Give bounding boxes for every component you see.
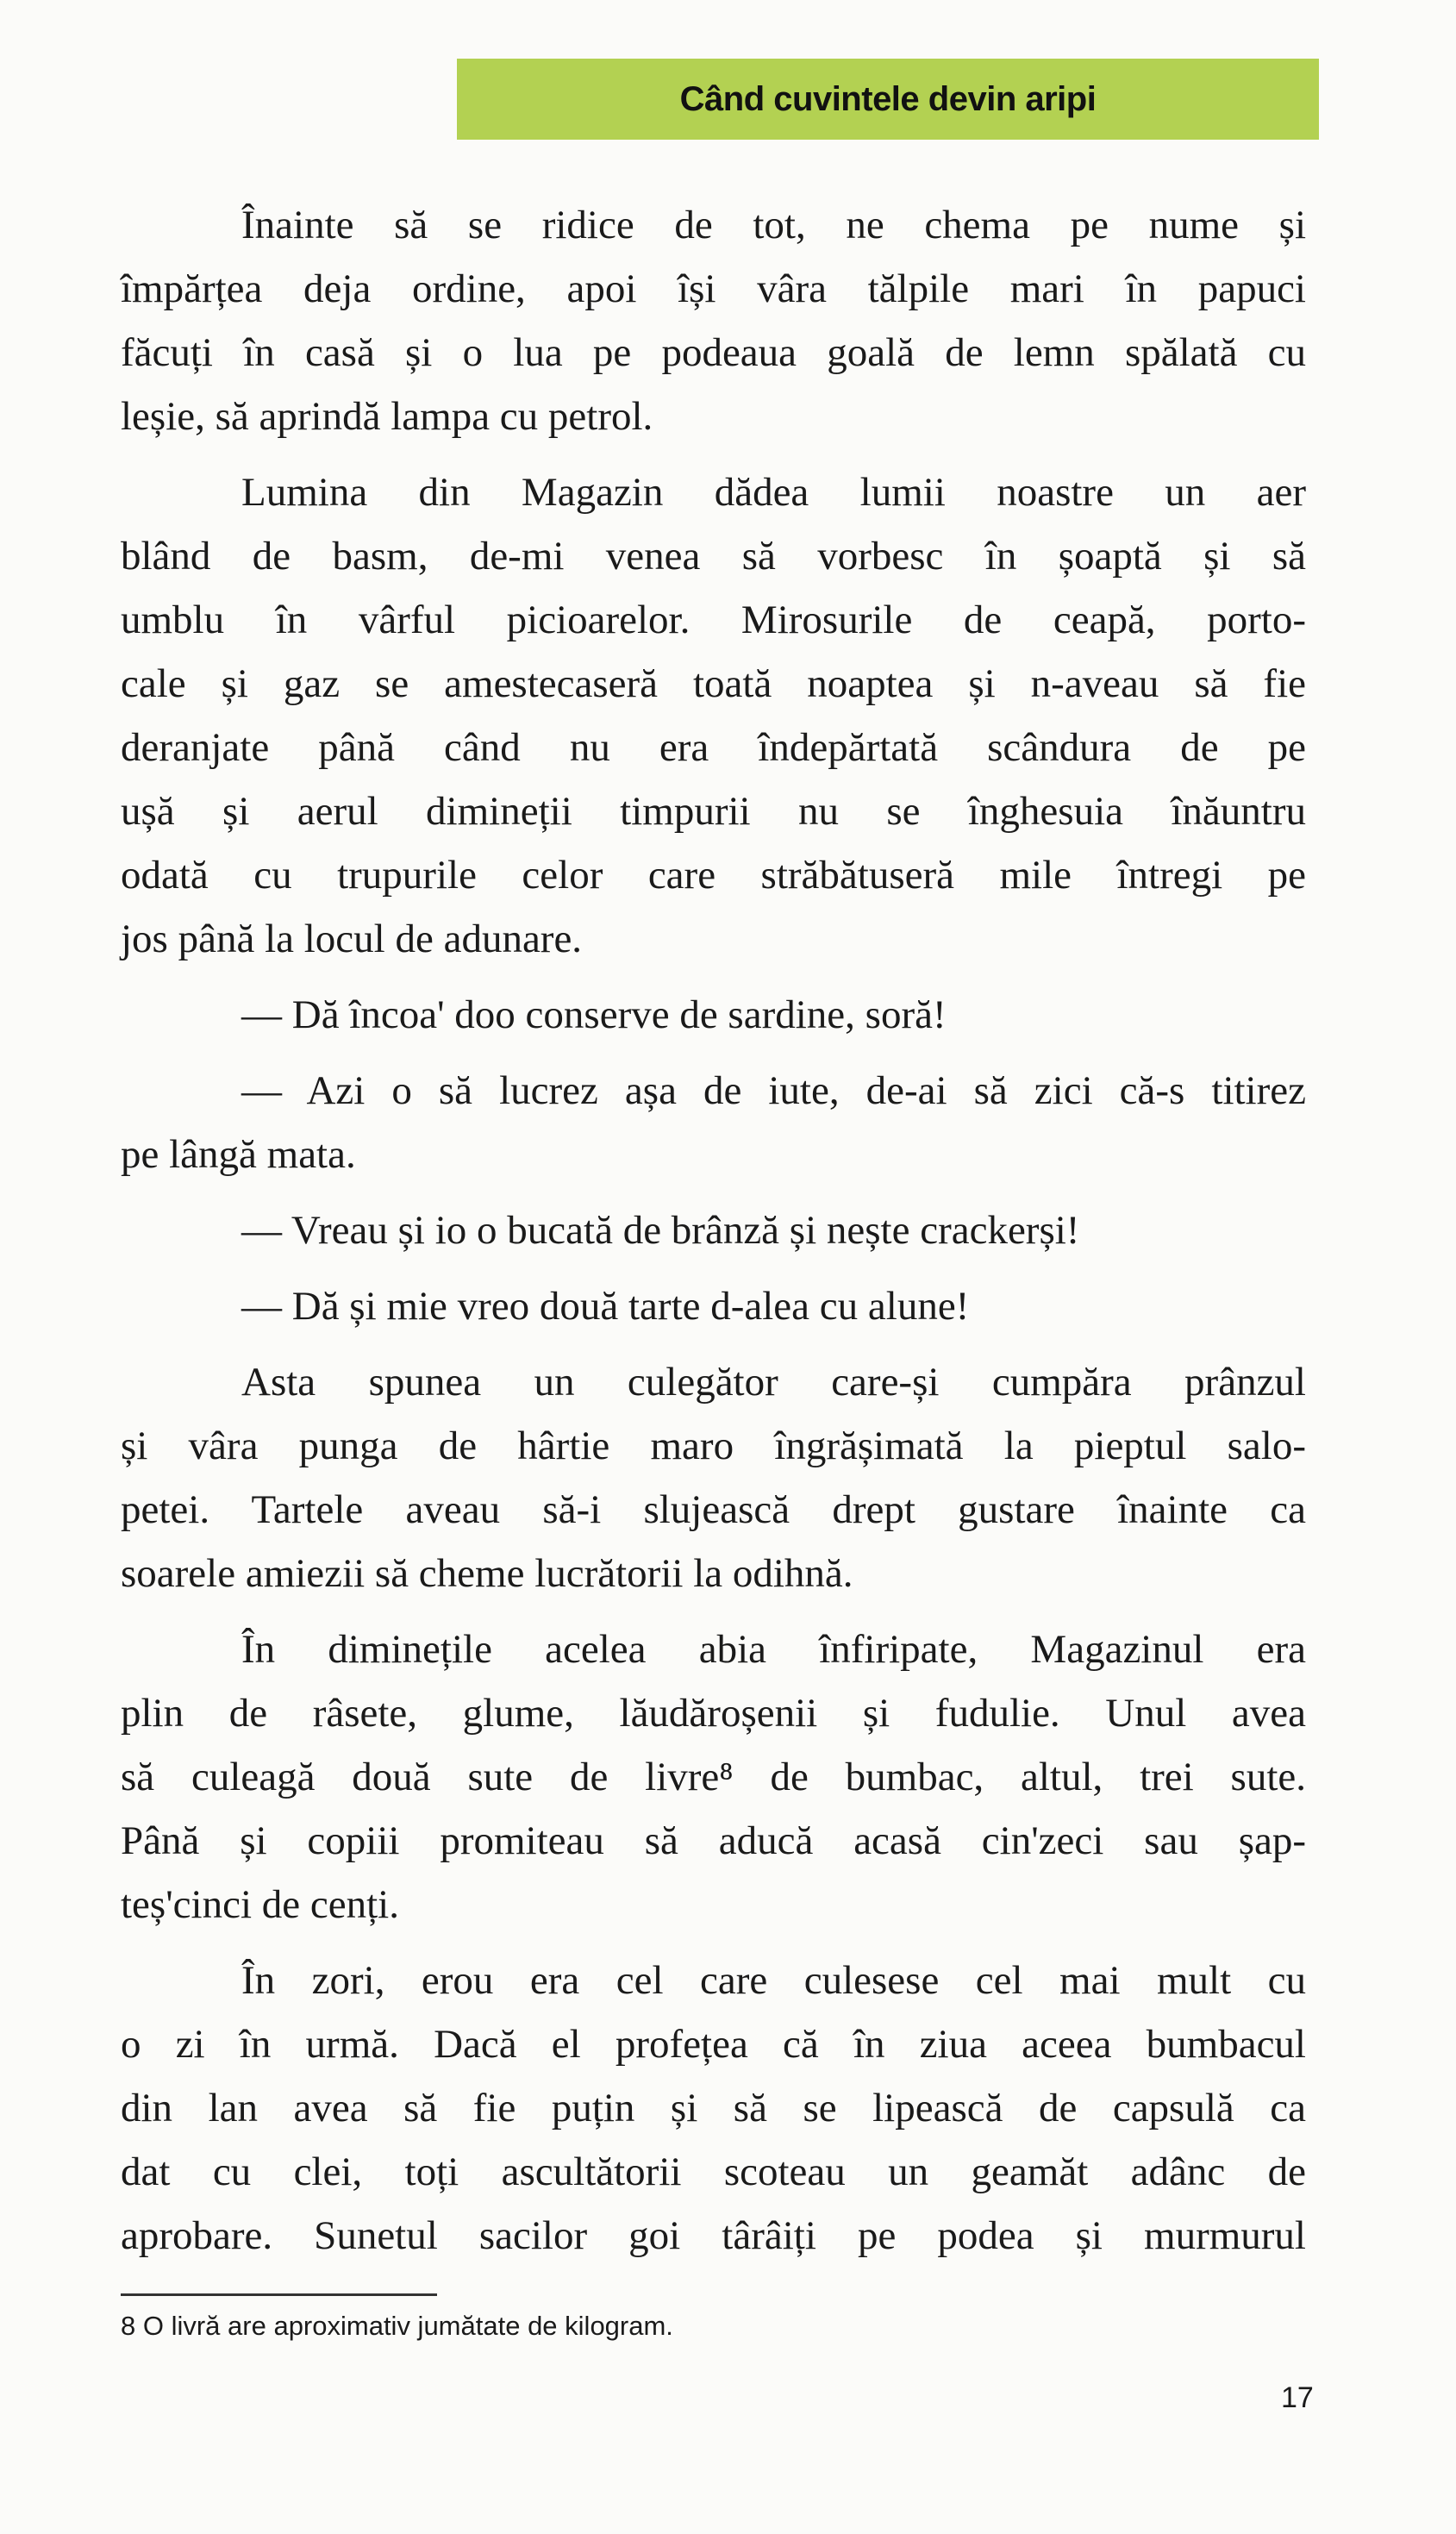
text-line: jos până la locul de adunare. xyxy=(121,917,583,961)
footnote-divider xyxy=(121,2293,437,2296)
text-line: aprobare. Sunetul sacilor goi târâiți pe podea și murmurul xyxy=(121,2213,1306,2258)
paragraph xyxy=(121,983,1306,1047)
text-line: teș'cinci de cenți. xyxy=(121,1882,399,1927)
chapter-title: Când cuvintele devin aripi xyxy=(679,79,1097,118)
text-line: leșie, să aprindă lampa cu petrol. xyxy=(121,394,653,439)
paragraph xyxy=(121,1350,1306,1605)
text-line: blând de basm, de-mi venea să vorbesc în șoaptă și să xyxy=(121,534,1306,579)
text-line: petei. Tartele aveau să-i slujească drept gustare înainte ca xyxy=(121,1487,1306,1532)
chapter-header-banner xyxy=(457,59,1319,140)
paragraph xyxy=(121,1617,1306,1936)
text-line: dat cu clei, toți ascultătorii scoteau un geamăt adânc de xyxy=(121,2149,1306,2194)
text-line: odată cu trupurile celor care străbătuseră mile întregi pe xyxy=(121,853,1306,898)
body-text xyxy=(121,193,1306,2268)
paragraph xyxy=(121,1949,1306,2268)
text-line: o zi în urmă. Dacă el profețea că în ziua aceea bumbacul xyxy=(121,2022,1306,2067)
paragraph xyxy=(121,1274,1306,1338)
text-line: Până și copiii promiteau să aducă acasă cin'zeci sau șap- xyxy=(121,1818,1306,1863)
text-line: făcuți în casă și o lua pe podeaua goală de lemn spălată cu xyxy=(121,330,1306,375)
text-line: umblu în vârful picioarelor. Mirosurile de ceapă, porto- xyxy=(121,598,1306,642)
paragraph xyxy=(121,1059,1306,1186)
text-line: și vâra punga de hârtie maro îngrășimată la pieptul salo- xyxy=(121,1423,1306,1468)
text-line: În diminețile acelea abia înfiripate, Magazinul era xyxy=(241,1627,1306,1672)
text-line: În zori, erou era cel care culesese cel mai mult cu xyxy=(241,1958,1306,2003)
text-line: cale și gaz se amestecaseră toată noaptea și n-aveau să fie xyxy=(121,661,1306,706)
text-line: pe lângă mata. xyxy=(121,1132,356,1177)
paragraph xyxy=(121,1198,1306,1262)
paragraph xyxy=(121,460,1306,971)
text-line: — Dă încoa' doo conserve de sardine, soră! xyxy=(241,992,947,1037)
text-line: deranjate până când nu era îndepărtată scândura de pe xyxy=(121,725,1306,770)
footnote: 8 O livră are aproximativ jumătate de kilogram. xyxy=(121,2311,673,2341)
text-line: Lumina din Magazin dădea lumii noastre un aer xyxy=(241,470,1306,515)
text-line: din lan avea să fie puțin și să se lipească de capsulă ca xyxy=(121,2086,1306,2130)
text-line: Asta spunea un culegător care-și cumpăra prânzul xyxy=(241,1360,1306,1405)
text-line: soarele amiezii să cheme lucrătorii la odihnă. xyxy=(121,1551,853,1596)
page-number: 17 xyxy=(1281,2381,1314,2414)
text-line: — Dă și mie vreo două tarte d-alea cu alune! xyxy=(241,1284,970,1329)
text-line: — Vreau și io o bucată de brânză și nește crackerși! xyxy=(241,1208,1080,1253)
text-line: Înainte să se ridice de tot, ne chema pe nume și xyxy=(241,203,1306,247)
paragraph xyxy=(121,193,1306,448)
text-line: plin de râsete, glume, lăudăroșenii și fudulie. Unul avea xyxy=(121,1691,1306,1736)
text-line: — Azi o să lucrez așa de iute, de-ai să zici că-s titirez xyxy=(241,1068,1306,1113)
text-line: ușă și aerul dimineții timpurii nu se înghesuia înăuntru xyxy=(121,789,1306,834)
text-line: să culeagă două sute de livre⁸ de bumbac, altul, trei sute. xyxy=(121,1755,1306,1799)
text-line: împărțea deja ordine, apoi își vâra tălpile mari în papuci xyxy=(121,266,1306,311)
